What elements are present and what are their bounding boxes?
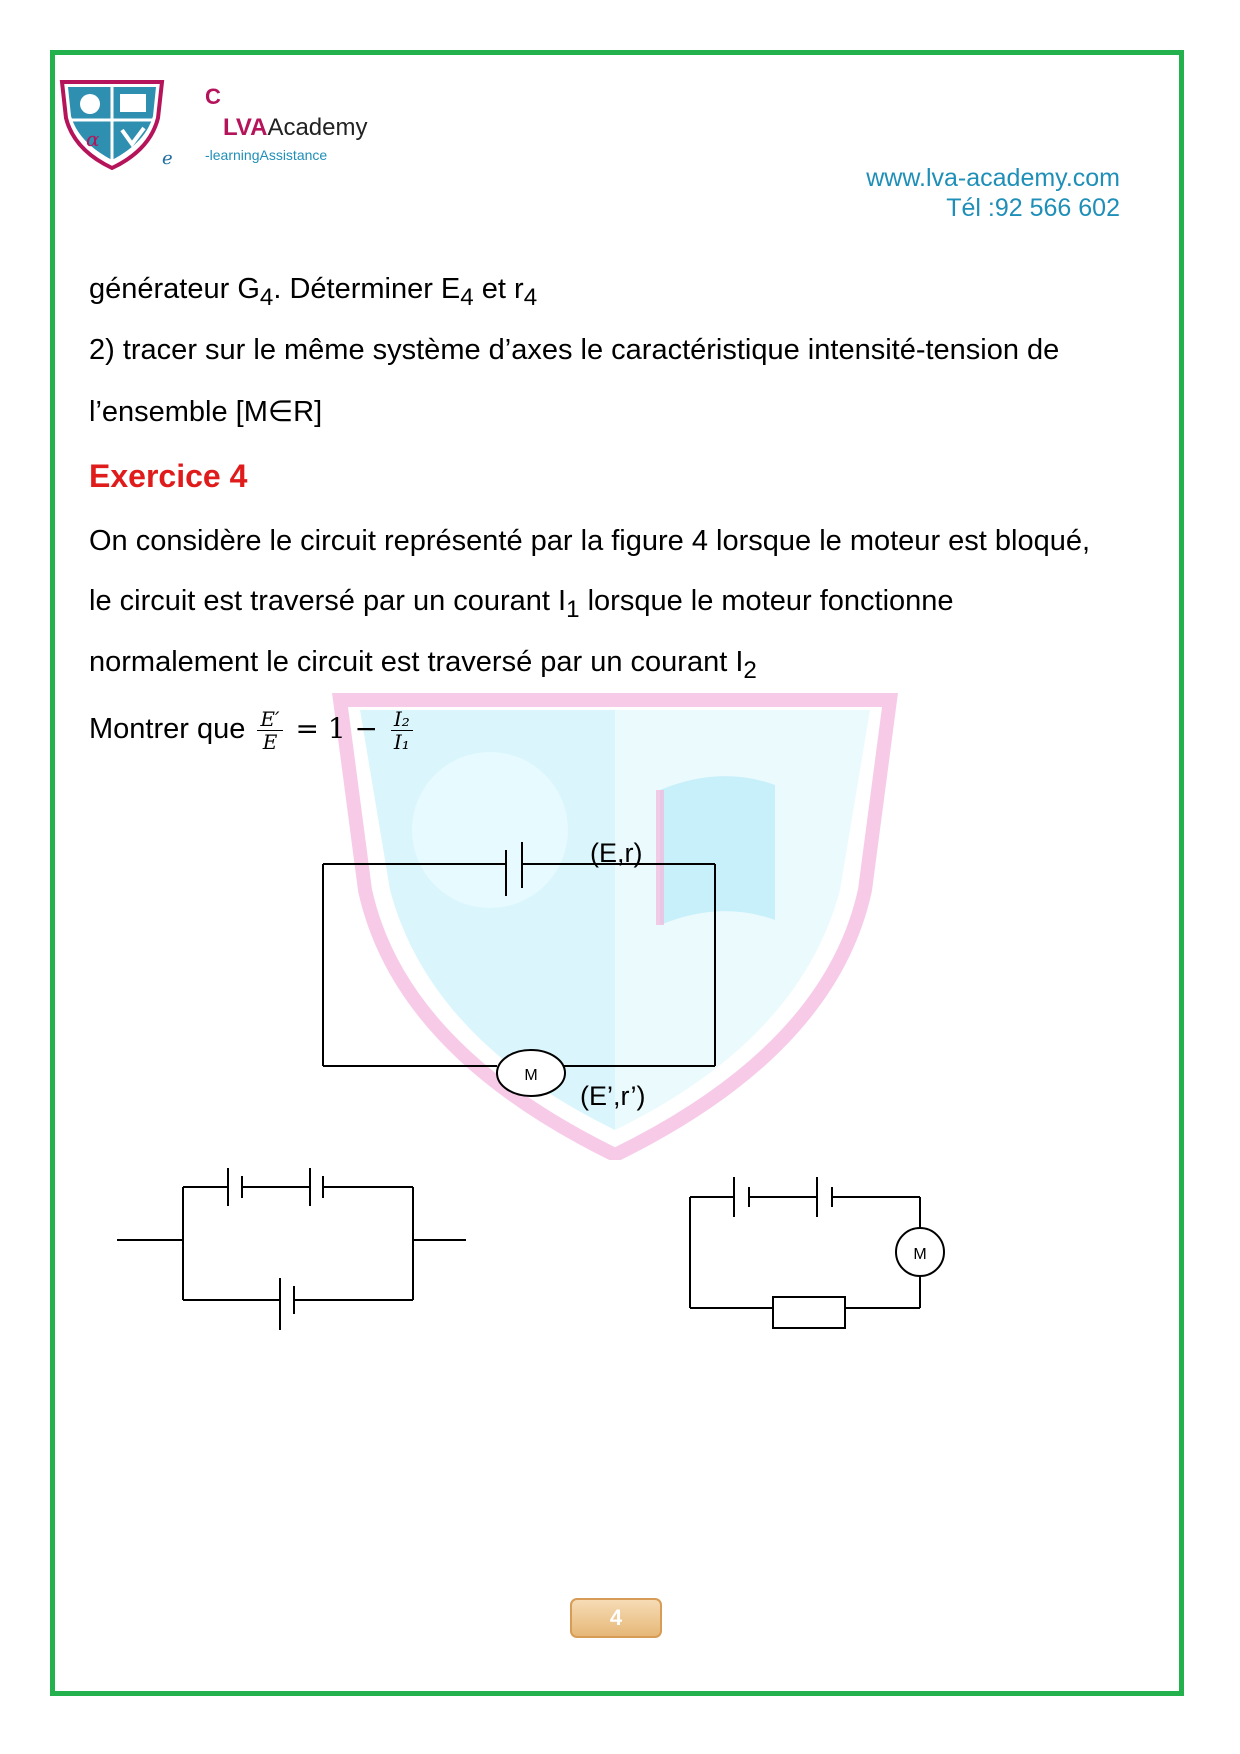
phone-number: Tél :92 566 602 (946, 194, 1120, 222)
page-number: 4 (570, 1598, 662, 1638)
website-link[interactable]: www.lva-academy.com (866, 164, 1120, 192)
exercise-paragraph-2: le circuit est traversé par un courant $I_1$ lorsque le moteur fonctionne (89, 585, 954, 623)
exercise-paragraph-1: On considère le circuit représenté par la figure 4 lorsque le moteur est bloqué, (89, 525, 1091, 557)
equation-line: Montrer que $\frac{E'}{E}$ = 1 − $\frac{\text{I₂}}{\text{I₁}}$ (89, 708, 417, 753)
motor-resistor-circuit (690, 1177, 944, 1328)
generator-label: (E,r) (590, 838, 643, 868)
text-line-1: générateur $G_4$. Déterminer $E_4$ et $r_4$ (89, 273, 538, 311)
text-line-3: l’ensemble [M∈R] (89, 396, 323, 428)
brand-name: LVAAcademy (223, 114, 368, 141)
main-circuit (323, 842, 715, 1096)
fraction-i-ratio: $\frac{\text{I₂}}{\text{I₁}}$ (391, 708, 413, 753)
brand-tagline: -learningAssistance (205, 147, 328, 163)
fraction-e-ratio: $\frac{E'}{E}$ (257, 708, 282, 753)
motor-label: (E’,r’) (580, 1081, 646, 1111)
brand-e: e (162, 148, 173, 169)
brand-c: C (205, 84, 221, 109)
exercise-paragraph-3: normalement le circuit est traversé par un courant $I_2$ (89, 646, 757, 684)
exercise-heading: Exercice 4 (89, 458, 248, 494)
motor2-letter: M (913, 1246, 927, 1263)
svg-text:α: α (86, 127, 100, 151)
motor-letter: M (524, 1067, 538, 1084)
parallel-generators-circuit (117, 1168, 466, 1330)
text-line-2: 2) tracer sur le même système d’axes le caractéristique intensité-tension de (89, 334, 1060, 366)
